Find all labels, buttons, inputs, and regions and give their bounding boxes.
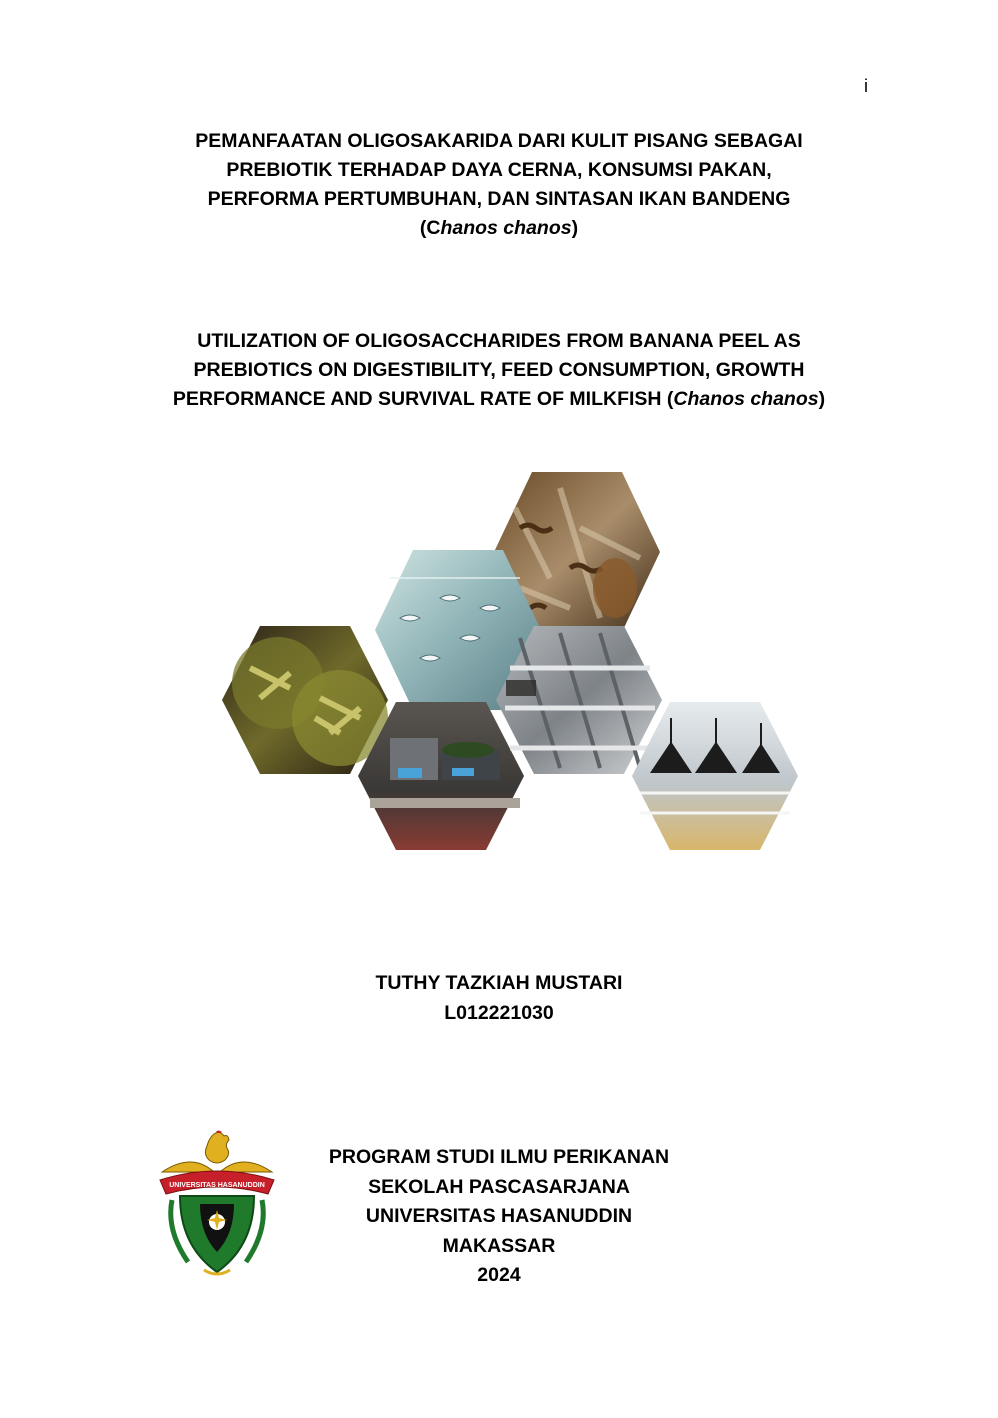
title-id-line-1: PEMANFAATAN OLIGOSAKARIDA DARI KULIT PISANG SEBAGAI bbox=[195, 130, 803, 152]
title-english bbox=[100, 327, 898, 414]
city: MAKASSAR bbox=[442, 1234, 556, 1257]
title-id-species bbox=[100, 214, 898, 243]
title-en-line-1: UTILIZATION OF OLIGOSACCHARIDES FROM BANANA PEEL AS bbox=[197, 330, 801, 352]
title-indonesian bbox=[100, 127, 898, 243]
cover-photo-collage bbox=[220, 468, 800, 858]
hex-photo-banana-peel bbox=[222, 626, 388, 774]
title-en-line-3 bbox=[100, 385, 898, 414]
author-block bbox=[200, 968, 798, 1028]
student-id: L012221030 bbox=[444, 1002, 554, 1024]
graduate-school: SEKOLAH PASCASARJANA bbox=[368, 1175, 630, 1198]
title-en-species: Chanos chanos bbox=[673, 388, 819, 410]
study-program: PROGRAM STUDI ILMU PERIKANAN bbox=[328, 1146, 670, 1168]
species-close: ) bbox=[571, 217, 579, 239]
title-en-line-3-prefix: PERFORMANCE AND SURVIVAL RATE OF MILKFISH ( bbox=[172, 388, 674, 410]
title-en-line-3-suffix: ) bbox=[818, 388, 826, 410]
university-name: UNIVERSITAS HASANUDDIN bbox=[365, 1205, 633, 1227]
species-italic: hanos chanos bbox=[440, 217, 572, 239]
title-id-line-3: PERFORMA PERTUMBUHAN, DAN SINTASAN IKAN BANDENG bbox=[207, 188, 791, 210]
hex-photo-culture-flasks bbox=[632, 702, 798, 850]
logo-banner-text: UNIVERSITAS HASANUDDIN bbox=[169, 1182, 265, 1189]
year: 2024 bbox=[477, 1264, 521, 1286]
author-name: TUTHY TAZKIAH MUSTARI bbox=[375, 972, 623, 994]
institution-block bbox=[250, 1143, 748, 1291]
title-id-line-2: PREBIOTIK TERHADAP DAYA CERNA, KONSUMSI PAKAN, bbox=[226, 159, 772, 181]
species-open: (C bbox=[419, 217, 441, 239]
page-number: i bbox=[864, 76, 868, 96]
title-en-line-2: PREBIOTICS ON DIGESTIBILITY, FEED CONSUMPTION, GROWTH bbox=[193, 359, 805, 381]
